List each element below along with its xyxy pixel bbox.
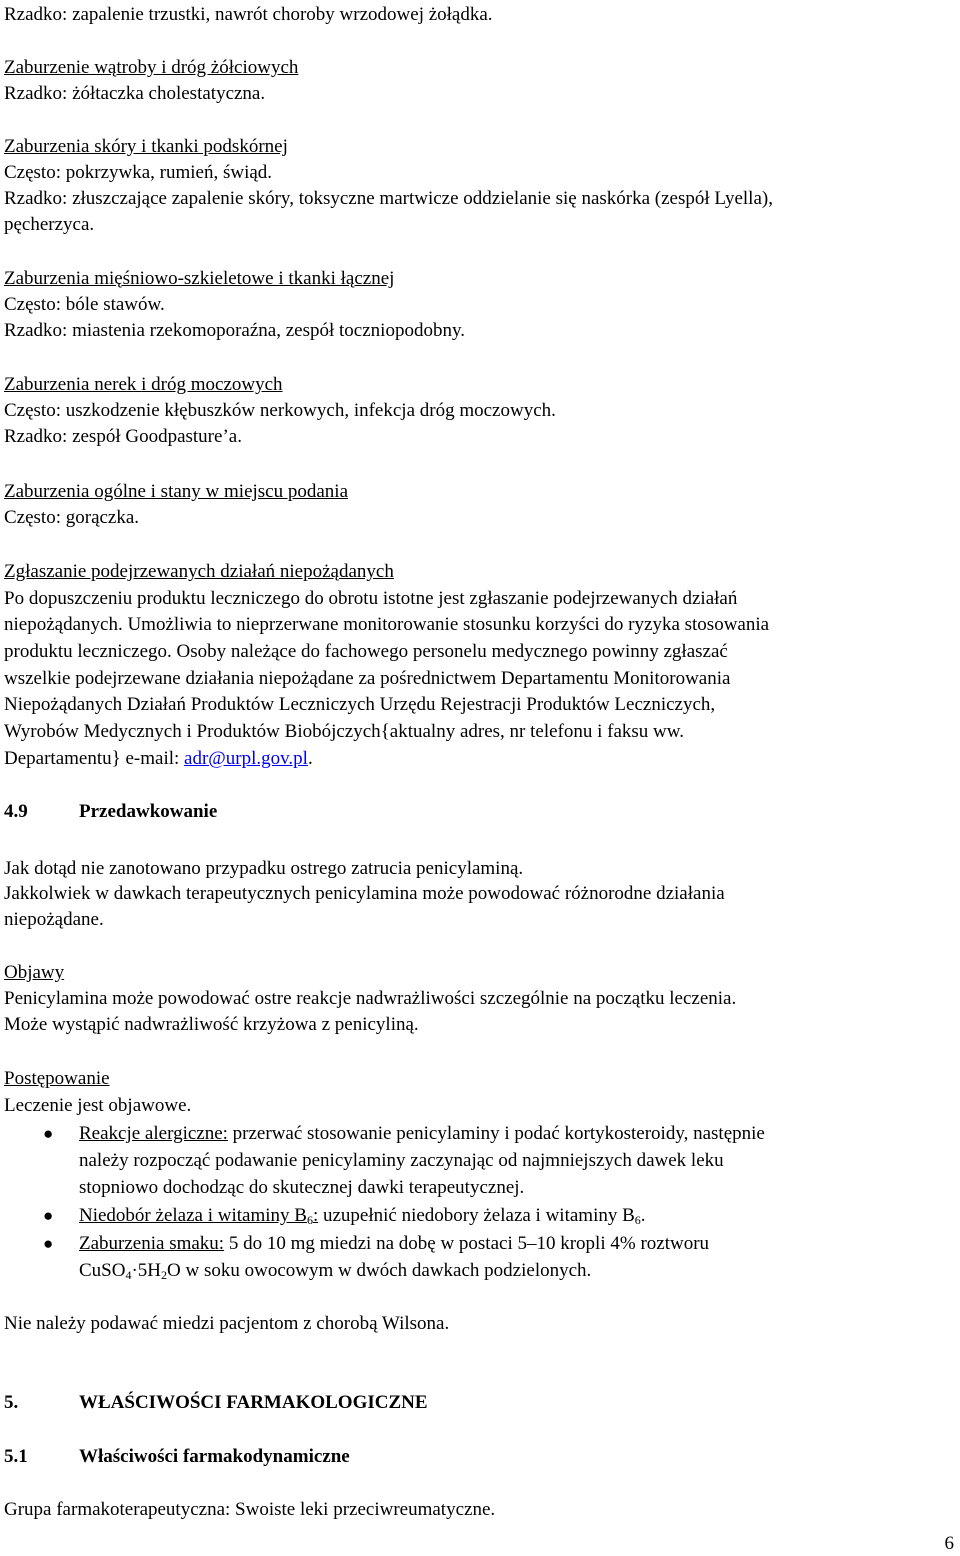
- text-line: niepożądane.: [4, 909, 104, 930]
- section-title: Właściwości farmakodynamiczne: [79, 1446, 350, 1467]
- text-line: Często: uszkodzenie kłębuszków nerkowych, infekcja dróg moczowych.: [4, 400, 556, 421]
- text-line: Niepożądanych Działań Produktów Leczniczych Urzędu Rejestracji Produktów Leczniczych,: [4, 694, 716, 715]
- bullet-icon: ●: [43, 1124, 54, 1143]
- subscript: 2: [161, 1268, 168, 1282]
- text-line: Często: gorączka.: [4, 507, 140, 528]
- text-line: Po dopuszczeniu produktu leczniczego do obrotu istotne jest zgłaszanie podejrzewanych działań: [4, 588, 738, 609]
- section-heading-kidney: Zaburzenia nerek i dróg moczowych: [4, 374, 283, 395]
- subheading-management: Postępowanie: [4, 1068, 110, 1089]
- text-line: produktu leczniczego. Osoby należące do fachowego personelu medycznego powinny zgłaszać: [4, 641, 728, 662]
- text-fragment: .: [307, 748, 313, 769]
- text-line: Rzadko: złuszczające zapalenie skóry, toksyczne martwicze oddzielanie się naskórka (zespół Lyella),: [4, 188, 773, 209]
- text-fragment: .: [640, 1205, 646, 1226]
- section-heading-skin: Zaburzenia skóry i tkanki podskórnej: [4, 136, 288, 157]
- bullet-icon: ●: [43, 1206, 54, 1225]
- text-line: Rzadko: żółtaczka cholestatyczna.: [4, 83, 266, 104]
- text-line: [4, 746, 313, 772]
- formula-part: O w soku owocowym w dwóch dawkach podzielonych.: [167, 1260, 592, 1281]
- list-item: [79, 1121, 765, 1147]
- page-number: 6: [944, 1533, 954, 1554]
- list-item-text: uzupełnić niedobory żelaza i witaminy B: [318, 1205, 635, 1226]
- text-fragment: Departamentu} e-mail:: [4, 748, 185, 769]
- section-heading-liver: Zaburzenie wątroby i dróg żółciowych: [4, 57, 299, 78]
- subscript: 6: [634, 1213, 641, 1227]
- section-heading-4-9: [4, 799, 217, 825]
- list-item-label: Reakcje alergiczne:: [79, 1123, 228, 1144]
- text-line: Jakkolwiek w dawkach terapeutycznych penicylamina może powodować różnorodne działania: [4, 883, 725, 904]
- text-line: Grupa farmakoterapeutyczna: Swoiste leki przeciwreumatyczne.: [4, 1499, 496, 1520]
- text-line: Penicylamina może powodować ostre reakcje nadwrażliwości szczególnie na początku leczenia.: [4, 988, 737, 1009]
- email-link[interactable]: adr@urpl.gov.pl: [184, 748, 308, 769]
- section-heading-5-1: [4, 1444, 350, 1470]
- formula-part: CuSO: [79, 1260, 126, 1281]
- text-line: Rzadko: zapalenie trzustki, nawrót choroby wrzodowej żołądka.: [4, 4, 493, 25]
- text-line: niepożądanych. Umożliwia to nieprzerwane monitorowanie stosunku korzyści do ryzyka stosowania: [4, 614, 770, 635]
- section-title: Przedawkowanie: [79, 801, 218, 822]
- subheading-symptoms: Objawy: [4, 962, 65, 983]
- list-item-label: Zaburzenia smaku:: [79, 1233, 225, 1254]
- bullet-icon: ●: [43, 1234, 54, 1253]
- label-text: Niedobór żelaza i witaminy B: [79, 1205, 307, 1226]
- section-heading-general: Zaburzenia ogólne i stany w miejscu podania: [4, 481, 349, 502]
- section-heading-reporting: Zgłaszanie podejrzewanych działań niepożądanych: [4, 561, 394, 582]
- text-line: pęcherzyca.: [4, 214, 95, 235]
- list-item-label: [79, 1205, 318, 1226]
- section-heading-musculoskeletal: Zaburzenia mięśniowo-szkieletowe i tkanki łącznej: [4, 268, 395, 289]
- text-line: Rzadko: miastenia rzekomoporaźna, zespół toczniopodobny.: [4, 320, 465, 341]
- section-title: WŁAŚCIWOŚCI FARMAKOLOGICZNE: [79, 1392, 428, 1413]
- text-line: stopniowo dochodząc do skutecznej dawki terapeutycznej.: [79, 1177, 525, 1198]
- list-item-text: przerwać stosowanie penicylaminy i podać kortykosteroidy, następnie: [227, 1123, 765, 1144]
- text-line: Leczenie jest objawowe.: [4, 1095, 192, 1116]
- text-line: należy rozpocząć podawanie penicylaminy zaczynając od najmniejszych dawek leku: [79, 1150, 724, 1171]
- text-line: Rzadko: zespół Goodpasture’a.: [4, 426, 242, 447]
- text-line: wszelkie podejrzewane działania niepożądane za pośrednictwem Departamentu Monitorowania: [4, 668, 731, 689]
- text-line: Często: bóle stawów.: [4, 294, 165, 315]
- label-colon: :: [312, 1205, 319, 1226]
- section-heading-5: [4, 1390, 428, 1416]
- list-item: [79, 1203, 646, 1229]
- text-line: Może wystąpić nadwrażliwość krzyżowa z penicyliną.: [4, 1014, 419, 1035]
- chemical-formula-line: [79, 1258, 591, 1284]
- list-item-text: 5 do 10 mg miedzi na dobę w postaci 5–10 kropli 4% roztworu: [224, 1233, 710, 1254]
- text-line: Często: pokrzywka, rumień, świąd.: [4, 162, 273, 183]
- section-number: 5.1: [4, 1446, 28, 1467]
- section-number: 5.: [4, 1392, 19, 1413]
- text-line: Nie należy podawać miedzi pacjentom z chorobą Wilsona.: [4, 1313, 450, 1334]
- text-line: Wyrobów Medycznych i Produktów Biobójczych{aktualny adres, nr telefonu i faksu ww.: [4, 721, 685, 742]
- formula-part: ·5H: [131, 1260, 162, 1281]
- subscript: 6: [306, 1213, 313, 1227]
- list-item: [79, 1231, 709, 1257]
- section-number: 4.9: [4, 801, 28, 822]
- text-line: Jak dotąd nie zanotowano przypadku ostrego zatrucia penicylaminą.: [4, 858, 524, 879]
- subscript: 4: [125, 1268, 132, 1282]
